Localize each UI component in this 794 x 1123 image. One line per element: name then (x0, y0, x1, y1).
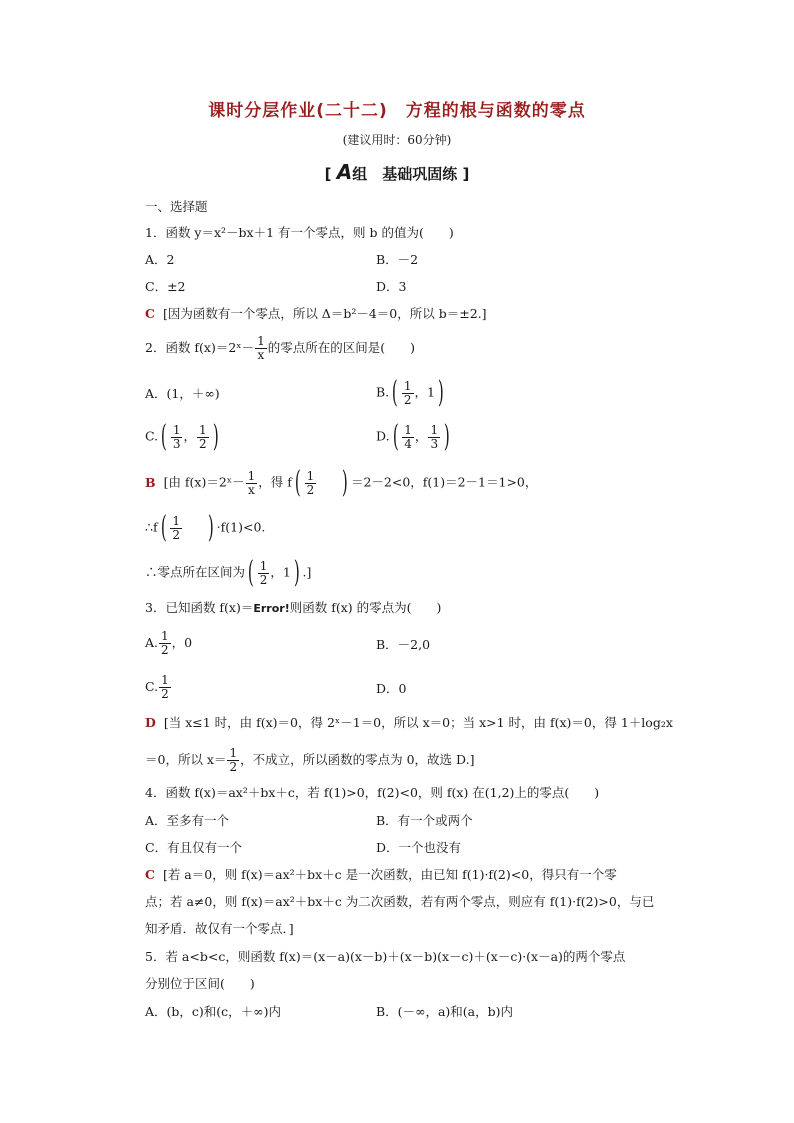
q2-sol2-pre: ∴f (145, 519, 158, 535)
paren-left: ( (392, 375, 398, 410)
fraction (255, 335, 267, 362)
paren-left: ( (392, 419, 399, 454)
q3-c-label: C. (145, 679, 159, 694)
q2-stem-pre: 2．函数 f(x)＝2ˣ－ (145, 340, 255, 355)
q4-option-d: D．一个也没有 (376, 840, 462, 855)
frac-num: 1 (404, 422, 412, 437)
paren-right: ) (444, 419, 450, 454)
fraction (159, 674, 171, 701)
paren-right: ) (212, 419, 219, 454)
q1-option-a: A．2 (145, 252, 175, 267)
fraction (227, 747, 239, 774)
frac-num: 1 (430, 422, 439, 437)
paren-right: ) (293, 555, 300, 590)
group-label: 组 基础巩固练 (352, 165, 458, 183)
fraction (402, 424, 414, 451)
q1-stem: 1．函数 y＝x²－bx＋1 有一个零点，则 b 的值为( ) (145, 225, 454, 240)
fraction (159, 630, 171, 657)
fraction (305, 470, 317, 497)
fraction (170, 515, 182, 542)
q5-option-a: A．(b，c)和(c，＋∞)内 (145, 1004, 281, 1019)
q1-option-c: C．±2 (145, 279, 186, 294)
q3-answer: D (145, 715, 156, 730)
fraction (428, 424, 440, 451)
q2-solution-line2 (145, 510, 266, 545)
q5-stem-line1: 5．若 a<b<c，则函数 f(x)＝(x－a)(x－b)＋(x－b)(x－c)＋(x－c)·(x－a)的两个零点 (145, 949, 626, 964)
q5-option-b: B．(－∞，a)和(a，b)内 (376, 1004, 514, 1019)
q2-d-label: D. (376, 428, 390, 444)
q3-a-label: A. (145, 635, 159, 650)
q3-a-post: ，0 (171, 635, 193, 650)
frac-num: 1 (259, 558, 268, 573)
frac-den: x (257, 348, 265, 362)
q3-option-c (145, 674, 172, 701)
paren-left: ( (294, 465, 301, 500)
q2-stem-post: 的零点所在的区间是( ) (267, 340, 416, 355)
q4-sol1: [若 a＝0，则 f(x)＝ax²＋bx＋c 是一次函数，由已知 f(1)·f(2)<0，得只有一个零 (162, 867, 617, 882)
q1-option-b: B．－2 (376, 252, 419, 267)
frac-num: 1 (403, 378, 412, 393)
q4-option-b: B．有一个或两个 (376, 813, 473, 828)
q3-sol1: [当 x≤1 时，由 f(x)＝0，得 2ˣ－1＝0，所以 x＝0；当 x>1 时，由 f(x)＝0，得 1＋log₂x (163, 715, 673, 730)
time-note: (建议用时：60分钟) (342, 133, 452, 147)
frac-num: 1 (172, 513, 180, 528)
fraction (197, 424, 209, 451)
q1-option-d: D．3 (376, 279, 407, 294)
q2-option-a: A．(1，＋∞) (145, 386, 220, 401)
q4-option-c: C．有且仅有一个 (145, 840, 243, 855)
frac-num: 1 (306, 468, 315, 483)
q4-answer: C (145, 867, 155, 882)
frac-num: 1 (198, 422, 207, 437)
group-heading (0, 160, 794, 184)
q3-option-a (145, 630, 192, 657)
q3-option-d: D．0 (376, 681, 407, 696)
frac-den: 2 (259, 572, 268, 587)
q2-solution-line3 (145, 555, 312, 590)
frac-den: 2 (306, 482, 315, 497)
paren-left: ( (160, 510, 167, 545)
paren-right: ) (437, 375, 444, 410)
frac-den: 2 (198, 436, 207, 451)
q2-b-label: B. (376, 384, 390, 400)
frac-den: 2 (161, 687, 169, 701)
frac-num: 1 (257, 334, 265, 348)
frac-num: 1 (172, 422, 181, 437)
q2-sol1-post: ＝2－2<0，f(1)＝2－1＝1>0， (350, 474, 538, 490)
q3-solution-line2 (145, 747, 474, 774)
q4-solution-line3: 知矛盾．故仅有一个零点．] (145, 921, 294, 936)
frac-den: 2 (172, 527, 180, 542)
frac-num: 1 (161, 629, 169, 643)
q2-option-c: C.( $\frac{1}{3}$ ， $\frac{1}{2}$ ) (145, 419, 219, 454)
bracket-left: [ (324, 165, 337, 183)
q3-sol2-post: ，不成立，所以函数的零点为 0，故选 D.] (240, 752, 475, 767)
q2-option-b (376, 375, 447, 410)
q3-stem (145, 599, 441, 618)
q4-solution-line1 (145, 866, 617, 884)
frac-den: 3 (430, 436, 439, 451)
q1-answer: C (145, 306, 155, 321)
q2-sol3-pre: ∴零点所在区间为 (145, 564, 246, 580)
frac-den: 2 (229, 760, 238, 774)
q2-b-mid: ，1 (414, 384, 435, 400)
frac-num: 1 (229, 746, 238, 760)
frac-den: 4 (404, 436, 412, 451)
q2-sol1-pre: [由 f(x)＝2ˣ－ (163, 474, 245, 490)
q3-stem-pre: 3．已知函数 f(x)＝ (145, 600, 254, 615)
q2-sol3-mid: ，1 (270, 564, 291, 580)
q2-c-label: C. (145, 428, 159, 444)
frac-num: 1 (247, 468, 256, 483)
q4-stem: 4．函数 f(x)＝ax²＋bx＋c，若 f(1)>0，f(2)<0，则 f(x) 在(1,2)上的零点( ) (145, 785, 600, 800)
paren-left: ( (247, 555, 254, 590)
frac-num: 1 (161, 673, 169, 687)
group-letter: A (336, 160, 353, 184)
q2-sol2-post: ·f(1)<0. (216, 519, 266, 535)
paren-right: ) (207, 510, 214, 545)
q2-option-d: D.( $\frac{1}{4}$ ， $\frac{1}{3}$ ) (376, 419, 450, 454)
fraction (246, 470, 258, 497)
q2-stem (145, 335, 415, 362)
bracket-right: ] (457, 165, 470, 183)
q3-stem-post: 则函数 f(x) 的零点为( ) (289, 600, 442, 615)
q3-sol2-pre: ＝0，所以 x＝ (145, 752, 227, 767)
frac-den: 2 (161, 643, 169, 657)
frac-den: x (248, 482, 255, 497)
q4-option-a: A．至多有一个 (145, 813, 230, 828)
q3-option-b: B．－2,0 (376, 637, 431, 652)
frac-den: 2 (403, 392, 412, 407)
fraction (171, 424, 183, 451)
q3-error-text: Error! (253, 602, 290, 615)
fraction (402, 380, 414, 407)
frac-den: 3 (172, 436, 181, 451)
q4-solution-line2: 点；若 a≠0，则 f(x)＝ax²＋bx＋c 为二次函数，若有两个零点，则应有 f(1)·f(2)>0，与已 (145, 894, 655, 909)
q3-solution-line1 (145, 714, 673, 732)
fraction (258, 560, 270, 587)
paren-right: ) (342, 465, 349, 500)
q2-answer: B (145, 474, 156, 490)
q1-solution-text: [因为函数有一个零点，所以 Δ＝b²－4＝0，所以 b＝±2.] (162, 306, 487, 321)
page-title: 课时分层作业(二十二) 方程的根与函数的零点 (208, 101, 586, 121)
section-label: 一、选择题 (145, 199, 208, 214)
q1-solution (145, 305, 487, 323)
q2-sol3-post: .] (302, 564, 312, 580)
q2-solution-line1 (145, 465, 538, 500)
q2-sol1-mid: ，得 f (258, 474, 292, 490)
q5-stem-line2: 分别位于区间( ) (145, 976, 255, 991)
paren-left: ( (161, 419, 167, 454)
